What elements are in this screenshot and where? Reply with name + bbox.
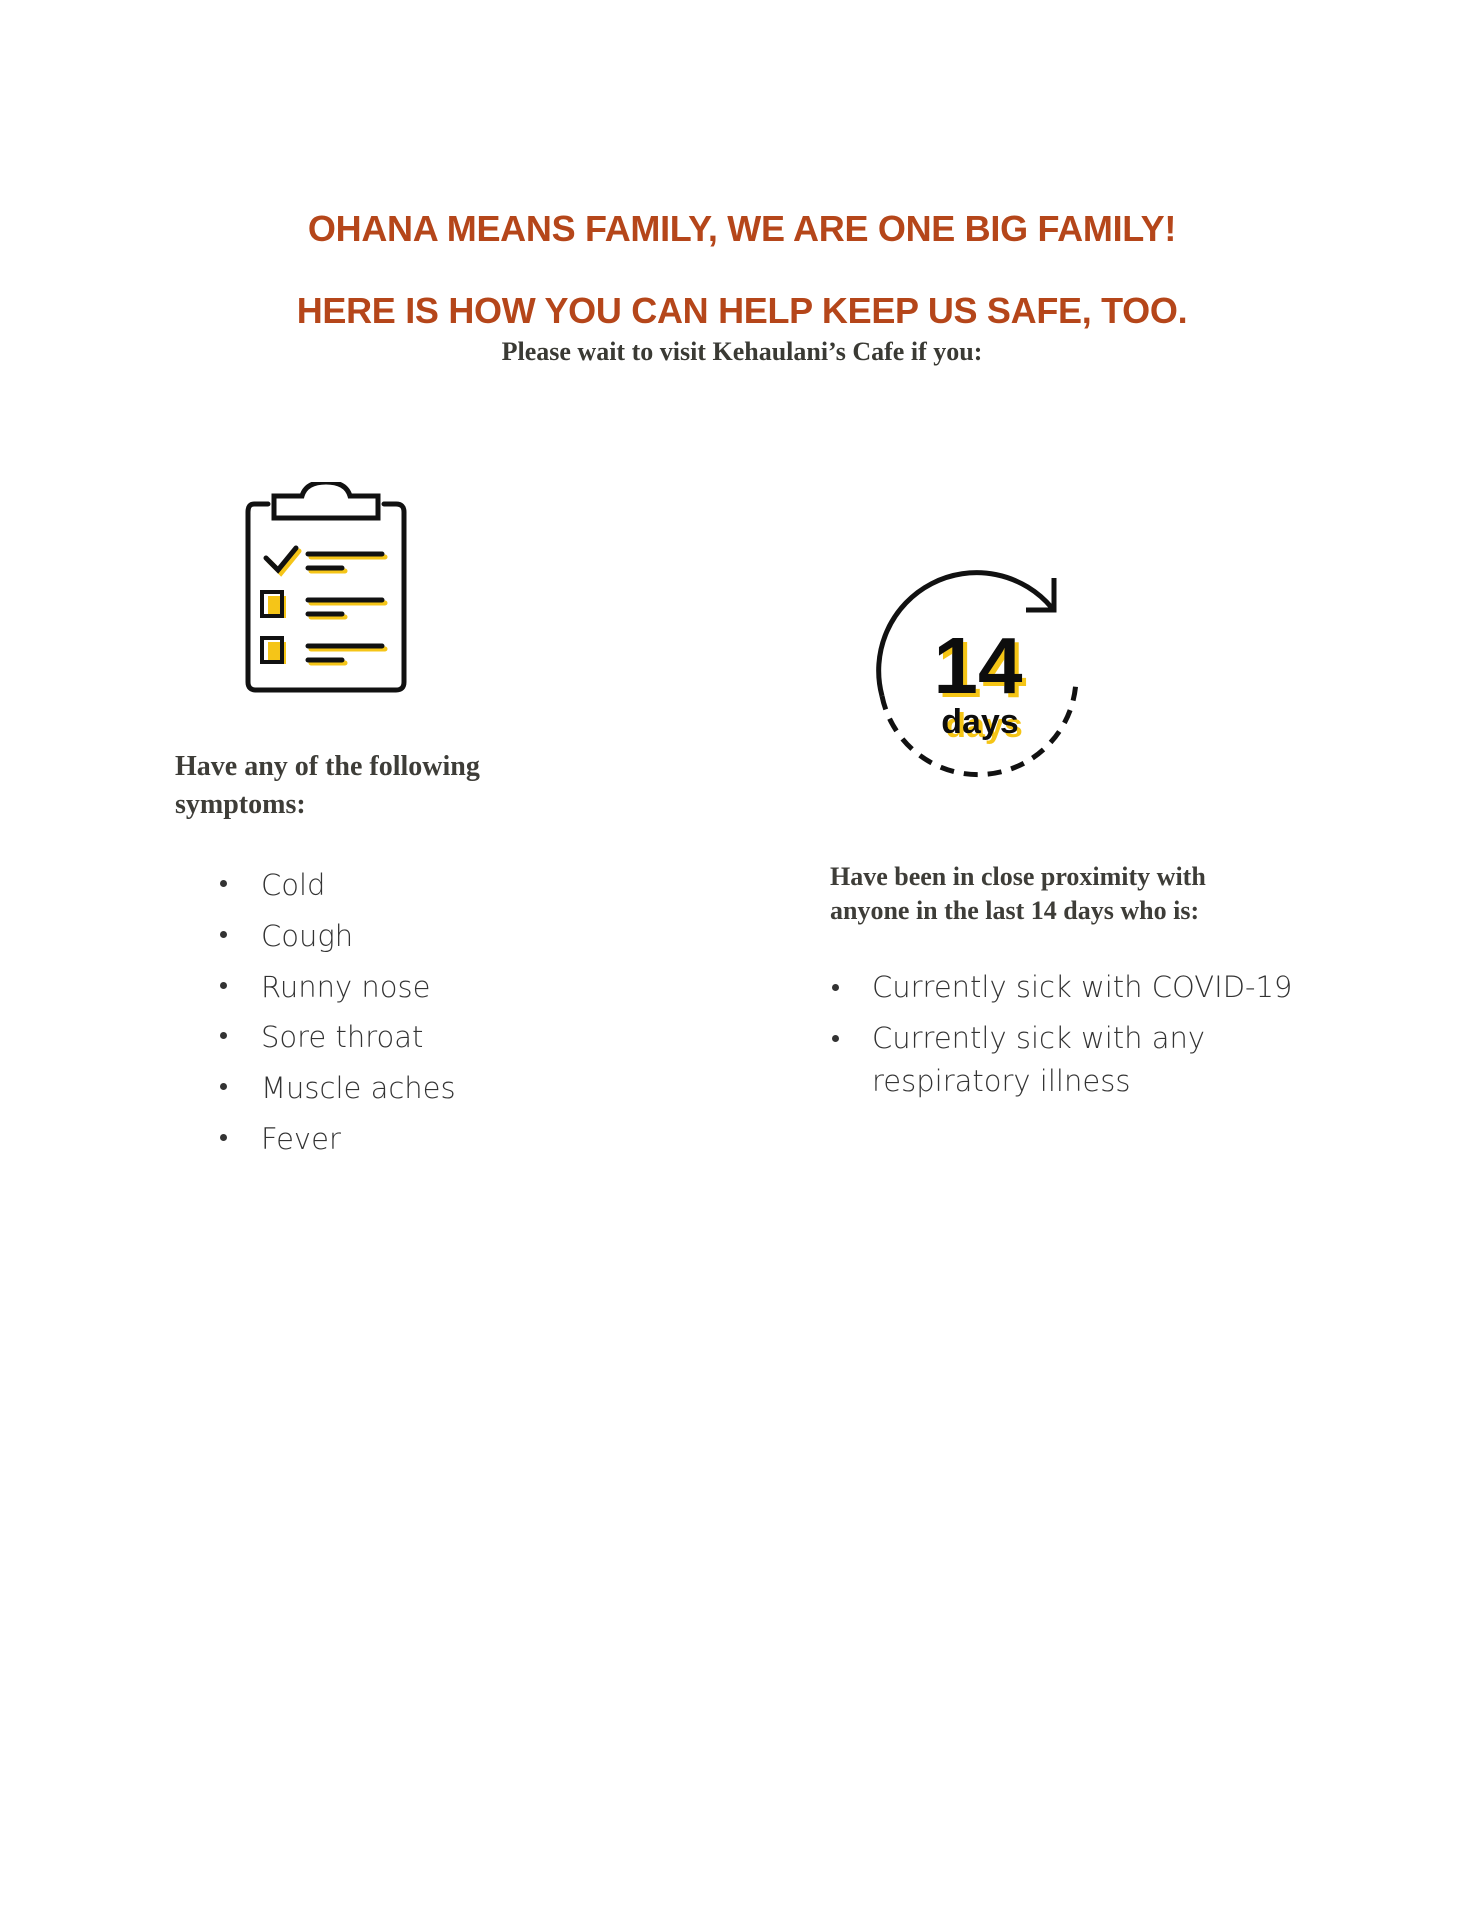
bullet-icon (220, 1134, 227, 1141)
list-item: Fever (220, 1114, 456, 1165)
list-item: Sore throat (220, 1012, 456, 1063)
proximity-heading-line-2: anyone in the last 14 days who is: (830, 896, 1200, 925)
symptoms-heading-line-1: Have any of the following (175, 751, 480, 782)
fourteen-days-icon (870, 568, 1090, 788)
bullet-icon (220, 931, 227, 938)
list-item: Cough (220, 911, 456, 962)
bullet-icon (220, 1032, 227, 1039)
list-item: Currently sick with COVID-19 (830, 966, 1292, 1009)
clipboard-checklist-icon (240, 482, 415, 702)
list-item: Currently sick with any respiratory illness (830, 1017, 1292, 1103)
title-line-2: HERE IS HOW YOU CAN HELP KEEP US SAFE, TOO. (296, 290, 1188, 331)
list-item: Cold (220, 860, 456, 911)
bullet-icon (220, 982, 227, 989)
list-item: Muscle aches (220, 1063, 456, 1114)
icon-unit: days (941, 703, 1019, 741)
symptoms-heading-line-2: symptoms: (175, 789, 306, 820)
icon-number: 14 (933, 621, 1023, 710)
bullet-icon (832, 1035, 839, 1042)
proximity-list (830, 966, 1292, 1103)
subtitle: Please wait to visit Kehaulani’s Cafe if you: (501, 337, 983, 366)
list-item: Runny nose (220, 962, 456, 1013)
proximity-heading (830, 860, 1206, 928)
symptoms-list (220, 860, 456, 1165)
bullet-icon (220, 1083, 227, 1090)
symptoms-heading (175, 748, 480, 824)
bullet-icon (220, 880, 227, 887)
proximity-heading-line-1: Have been in close proximity with (830, 862, 1206, 891)
bullet-icon (832, 984, 839, 991)
title-line-1: OHANA MEANS FAMILY, WE ARE ONE BIG FAMILY! (307, 208, 1177, 249)
